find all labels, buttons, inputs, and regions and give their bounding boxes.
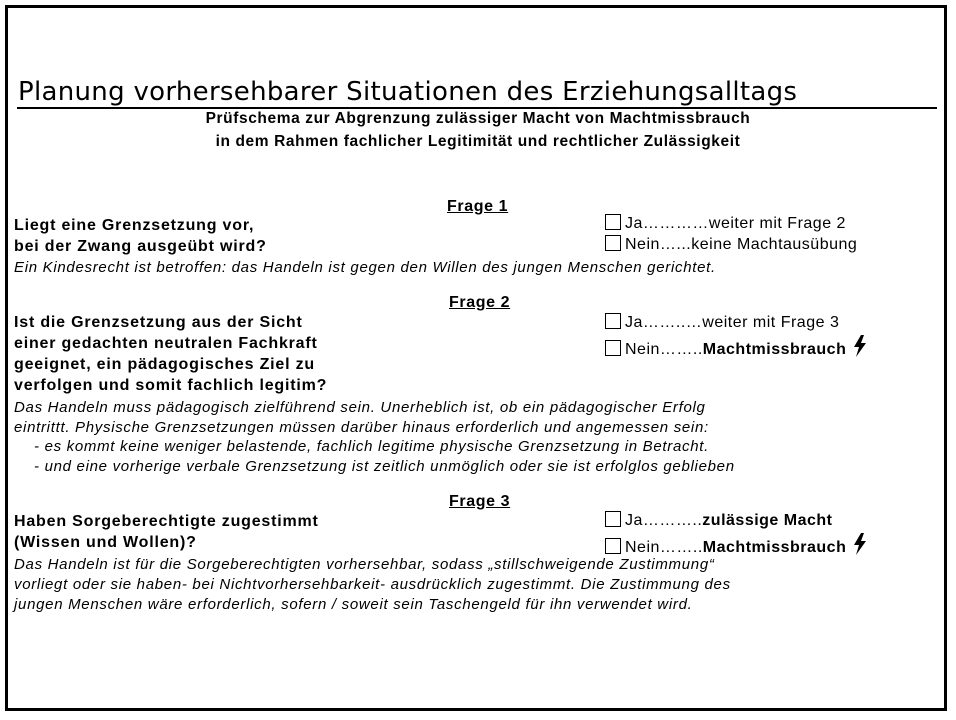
frage2-option-nein-prefix: Nein…….. [625, 341, 703, 358]
frage3-question-line-2: (Wissen und Wollen)? [14, 534, 197, 551]
frage3-option-ja-prefix: Ja……….. [625, 512, 703, 529]
frage2-question-line-4: verfolgen und somit fachlich legitim? [14, 377, 328, 394]
frage2-note-line-4: - und eine vorherige verbale Grenzsetzung ist zeitlich unmöglich oder sie ist erfolglos geblieben [34, 458, 735, 475]
frage1-option-ja[interactable] [605, 214, 846, 233]
frage2-option-ja-label: weiter mit Frage 3 [702, 314, 840, 331]
frage1-option-nein-label: Nein…...keine Machtausübung [625, 236, 858, 253]
subtitle-line-2: in dem Rahmen fachlicher Legitimität und rechtlicher Zulässigkeit [215, 133, 741, 150]
frage3-question-line-1: Haben Sorgeberechtigte zugestimmt [14, 513, 319, 530]
frage2-question-line-3: geeignet, ein pädagogisches Ziel zu [14, 356, 315, 373]
subtitle-line-1: Prüfschema zur Abgrenzung zulässiger Macht von Machtmissbrauch [205, 110, 751, 127]
frage1-option-ja-label: Ja…………weiter mit Frage 2 [625, 215, 846, 232]
page-title: Planung vorhersehbarer Situationen des Erziehungsalltags [18, 77, 798, 107]
frage2-note-line-3: - es kommt keine weniger belastende, fachlich legitime physische Grenzsetzung in Betracht. [34, 438, 709, 455]
lightning-bolt-icon [852, 533, 868, 555]
frage3-option-ja-label: zulässige Macht [702, 512, 833, 529]
checkbox-icon[interactable] [605, 340, 621, 356]
frage3-option-nein[interactable] [605, 533, 868, 557]
frage3-option-nein-prefix: Nein…….. [625, 539, 703, 556]
frage1-question-line-1: Liegt eine Grenzsetzung vor, [14, 217, 255, 234]
checkbox-icon[interactable] [605, 214, 621, 230]
frage3-option-nein-label: Machtmissbrauch [702, 539, 847, 556]
checkbox-icon[interactable] [605, 538, 621, 554]
frage2-option-ja[interactable] [605, 313, 839, 332]
frage2-option-ja-prefix: Ja……..… [625, 314, 703, 331]
frage2-option-nein[interactable] [605, 335, 868, 359]
frage3-option-ja[interactable] [605, 511, 833, 530]
frage1-note-line-1: Ein Kindesrecht ist betroffen: das Handeln ist gegen den Willen des jungen Menschen gerichtet. [14, 259, 716, 276]
frage3-note-line-2: vorliegt oder sie haben- bei Nichtvorhersehbarkeit- ausdrücklich zugestimmt. Die Zustimmung des [14, 576, 731, 593]
checkbox-icon[interactable] [605, 313, 621, 329]
frage2-note-line-2: eintrittt. Physische Grenzsetzungen müssen darüber hinaus erforderlich und angemessen sein: [14, 419, 709, 436]
lightning-bolt-icon [852, 335, 868, 357]
frage1-heading: Frage 1 [447, 198, 509, 215]
frage1-option-nein[interactable] [605, 235, 857, 254]
checkbox-icon[interactable] [605, 235, 621, 251]
frage3-heading: Frage 3 [449, 493, 511, 510]
frage2-question-line-2: einer gedachten neutralen Fachkraft [14, 335, 318, 352]
frage2-option-nein-label: Machtmissbrauch [702, 341, 847, 358]
checkbox-icon[interactable] [605, 511, 621, 527]
frage1-question-line-2: bei der Zwang ausgeübt wird? [14, 238, 267, 255]
title-underline [17, 107, 937, 109]
frage3-note-line-3: jungen Menschen wäre erforderlich, sofern / soweit sein Taschengeld für ihn verwendet wird. [14, 596, 693, 613]
frage2-question-line-1: Ist die Grenzsetzung aus der Sicht [14, 314, 303, 331]
frage3-note-line-1: Das Handeln ist für die Sorgeberechtigten vorhersehbar, sodass „stillschweigende Zustimmung“ [14, 556, 715, 573]
frage2-note-line-1: Das Handeln muss pädagogisch zielführend sein. Unerheblich ist, ob ein pädagogischer Erfolg [14, 399, 706, 416]
frage2-heading: Frage 2 [449, 294, 511, 311]
